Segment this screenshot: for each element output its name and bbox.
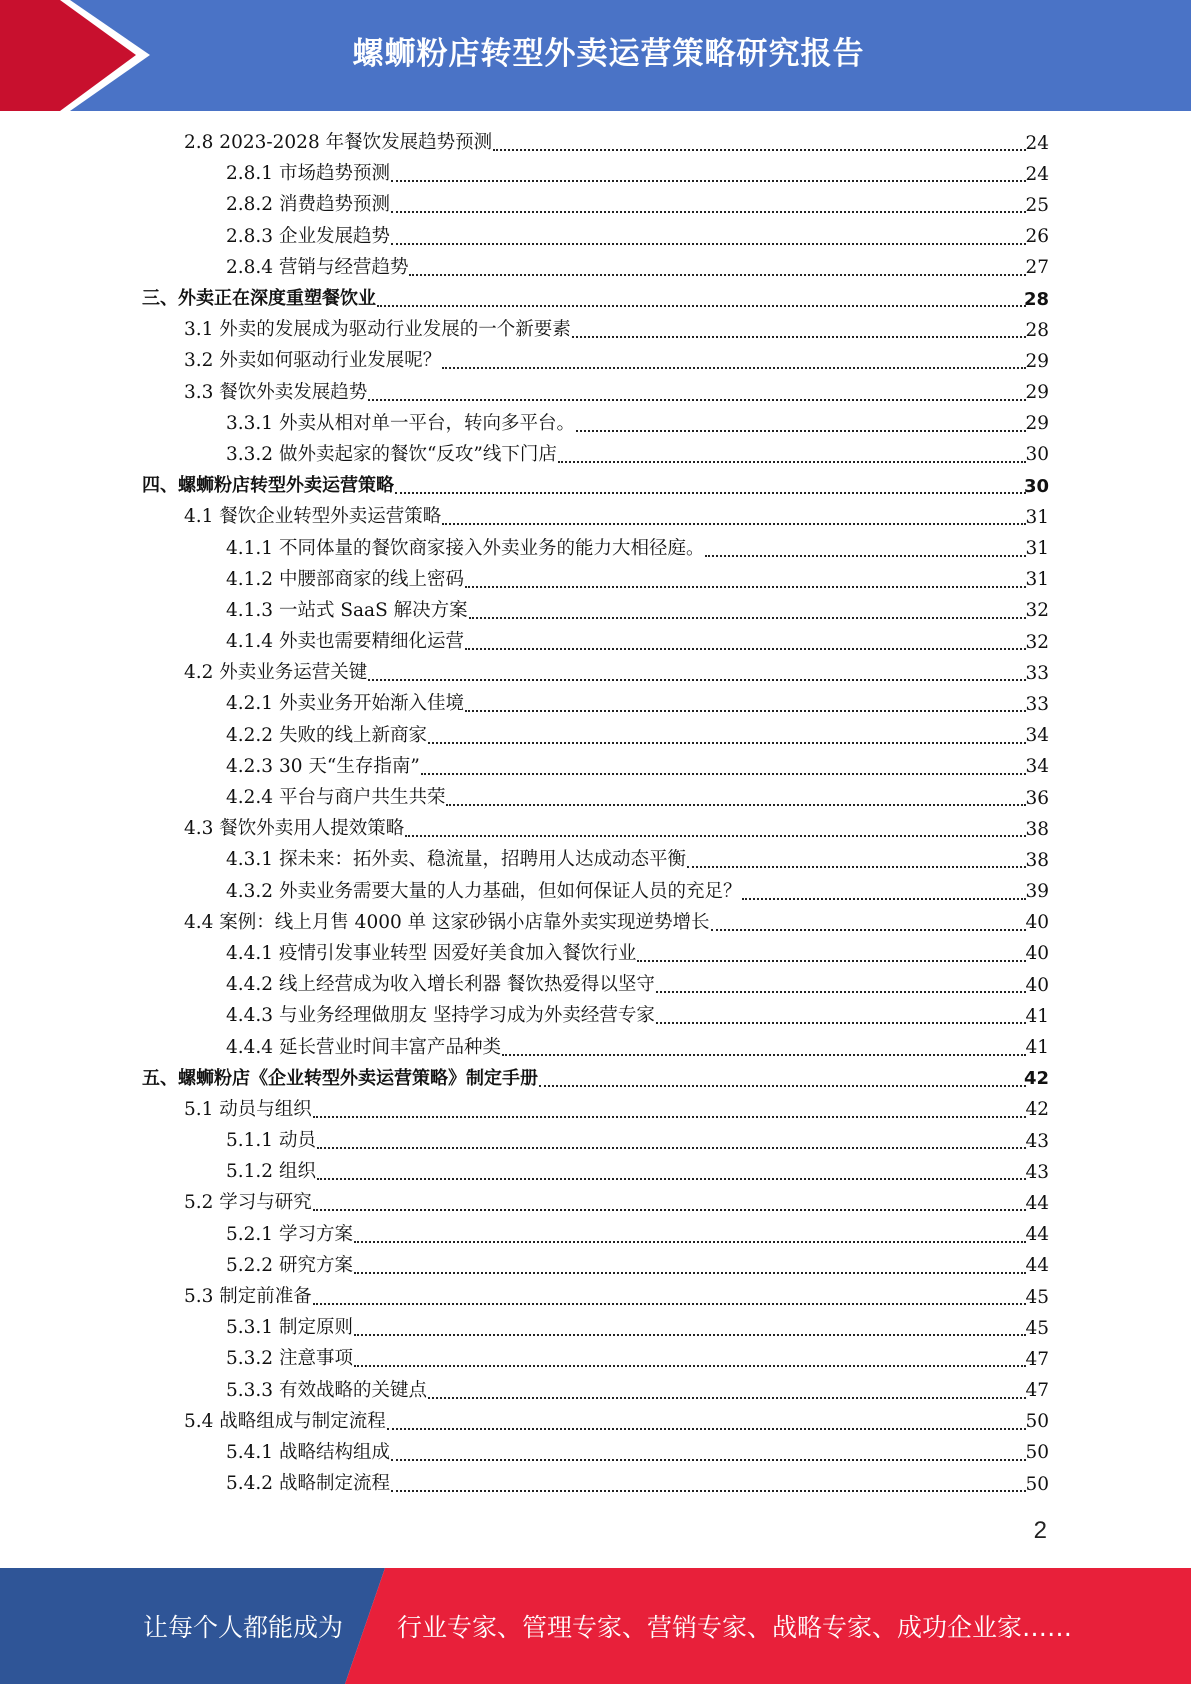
toc-entry-title: 3.3 餐饮外卖发展趋势 [184,381,368,403]
toc-dot-leader [502,1053,1026,1056]
toc-entry-title: 5.3.3 有效战略的关键点 [226,1379,427,1401]
toc-dot-leader [469,616,1026,619]
toc-dot-leader [442,366,1026,369]
toc-dot-leader [391,179,1026,182]
toc-dot-leader [368,398,1026,401]
toc-entry-page: 47 [1025,1348,1049,1370]
toc-entry-page: 45 [1025,1317,1049,1339]
toc-entry[interactable] [0,657,1191,688]
table-of-contents [0,127,1191,1499]
toc-entry-page: 32 [1025,631,1049,653]
toc-dot-leader [465,647,1026,650]
toc-entry-page: 40 [1025,943,1049,965]
toc-entry-page: 40 [1025,974,1049,996]
toc-entry[interactable] [0,470,1191,501]
toc-entry-title: 2.8.2 消费趋势预测 [226,194,390,216]
toc-entry[interactable] [0,907,1191,938]
toc-entry[interactable] [0,377,1191,408]
toc-entry-title: 4.1 餐饮企业转型外卖运营策略 [184,506,442,528]
toc-entry[interactable] [0,127,1191,158]
toc-dot-leader [391,1458,1026,1461]
toc-entry-page: 41 [1025,1037,1049,1059]
toc-entry[interactable] [0,158,1191,189]
toc-dot-leader [354,1364,1026,1367]
toc-entry[interactable] [0,189,1191,220]
toc-entry-page: 42 [1023,1068,1049,1090]
toc-dot-leader [742,897,1026,900]
toc-entry-page: 33 [1025,662,1049,684]
toc-dot-leader [387,1427,1026,1430]
page-footer [0,1568,1191,1684]
toc-entry-page: 38 [1025,818,1049,840]
toc-entry-page: 44 [1025,1255,1049,1277]
toc-entry-page: 42 [1025,1099,1049,1121]
toc-entry-page: 41 [1025,1005,1049,1027]
toc-dot-leader [354,1240,1026,1243]
toc-entry-page: 47 [1025,1380,1049,1402]
toc-entry-page: 50 [1025,1442,1049,1464]
toc-dot-leader [558,460,1026,463]
toc-entry-page: 31 [1025,506,1049,528]
toc-dot-leader [465,709,1026,712]
toc-entry-title: 2.8.1 市场趋势预测 [226,163,390,185]
toc-entry-page: 36 [1025,787,1049,809]
toc-entry[interactable] [0,813,1191,844]
toc-dot-leader [391,210,1026,213]
toc-entry-title: 4.4.4 延长营业时间丰富产品种类 [226,1036,501,1058]
toc-dot-leader [656,1021,1026,1024]
toc-dot-leader [317,1177,1026,1180]
toc-dot-leader [572,335,1026,338]
toc-entry-title: 5.4.1 战略结构组成 [226,1441,390,1463]
toc-dot-leader [395,491,1026,494]
toc-entry-title: 5.1 动员与组织 [184,1098,312,1120]
toc-dot-leader [687,865,1026,868]
toc-entry[interactable] [0,1312,1191,1343]
toc-entry-title: 5.1.1 动员 [226,1130,316,1152]
toc-entry-title: 3.2 外卖如何驱动行业发展呢？ [184,350,442,372]
toc-entry-title: 4.4.3 与业务经理做朋友 坚持学习成为外卖经营专家 [226,1005,655,1027]
toc-dot-leader [539,1084,1026,1087]
toc-entry-title: 4.2.1 外卖业务开始渐入佳境 [226,693,464,715]
toc-entry-title: 4.1.3 一站式 SaaS 解决方案 [226,599,468,621]
toc-dot-leader [428,741,1026,744]
toc-entry[interactable] [0,532,1191,563]
toc-entry-title: 5.3.1 制定原则 [226,1317,353,1339]
toc-entry[interactable] [0,408,1191,439]
toc-dot-leader [409,273,1026,276]
toc-entry-page: 25 [1025,194,1049,216]
toc-entry[interactable] [0,345,1191,376]
toc-entry-page: 31 [1025,569,1049,591]
toc-entry-title: 5.1.2 组织 [226,1161,316,1183]
toc-entry-page: 43 [1025,1130,1049,1152]
footer-slogan-left: 让每个人都能成为 [143,1613,344,1642]
toc-entry-title: 5.2.1 学习方案 [226,1223,353,1245]
toc-entry-page: 30 [1025,444,1049,466]
toc-entry-page: 31 [1025,538,1049,560]
toc-entry-title: 5.2.2 研究方案 [226,1254,353,1276]
toc-entry-page: 29 [1025,413,1049,435]
toc-entry-page: 45 [1025,1286,1049,1308]
toc-dot-leader [313,1115,1026,1118]
toc-dot-leader [442,522,1026,525]
toc-entry[interactable] [0,844,1191,875]
toc-dot-leader [391,242,1026,245]
toc-dot-leader [493,148,1026,151]
toc-entry-title: 4.2.2 失败的线上新商家 [226,724,427,746]
toc-entry[interactable] [0,1468,1191,1499]
page-header [0,0,1191,111]
toc-entry-title: 4.4 案例：线上月售 4000 单 这家砂锅小店靠外卖实现逆势增长 [184,911,710,933]
toc-entry[interactable] [0,1187,1191,1218]
toc-dot-leader [428,1396,1026,1399]
toc-entry[interactable] [0,751,1191,782]
toc-entry-title: 2.8.4 营销与经营趋势 [226,256,409,278]
toc-entry-page: 34 [1025,725,1049,747]
toc-entry[interactable] [0,782,1191,813]
toc-entry-title: 4.1.2 中腰部商家的线上密码 [226,568,464,590]
toc-entry-page: 34 [1025,756,1049,778]
toc-entry-title: 5.2 学习与研究 [184,1192,312,1214]
toc-entry-page: 50 [1025,1411,1049,1433]
toc-entry[interactable] [0,626,1191,657]
toc-entry-page: 30 [1023,475,1049,497]
toc-entry[interactable] [0,1125,1191,1156]
toc-entry[interactable] [0,1219,1191,1250]
toc-entry-title: 4.1.1 不同体量的餐饮商家接入外卖业务的能力大相径庭。 [226,537,705,559]
toc-entry-page: 28 [1025,319,1049,341]
toc-entry-page: 27 [1025,257,1049,279]
toc-dot-leader [421,772,1026,775]
page-number: 2 [1033,1517,1047,1544]
toc-entry-title: 3.1 外卖的发展成为驱动行业发展的一个新要素 [184,319,571,341]
toc-entry-page: 33 [1025,693,1049,715]
toc-entry[interactable] [0,1406,1191,1437]
toc-entry[interactable] [0,1000,1191,1031]
toc-entry-page: 39 [1025,881,1049,903]
toc-entry-title: 4.2 外卖业务运营关键 [184,662,368,684]
toc-entry-title: 2.8.3 企业发展趋势 [226,225,390,247]
toc-dot-leader [354,1333,1026,1336]
toc-entry[interactable] [0,283,1191,314]
toc-entry-title: 4.3.1 探未来：拓外卖、稳流量，招聘用人达成动态平衡 [226,849,686,871]
toc-dot-leader [354,1271,1026,1274]
toc-dot-leader [576,429,1026,432]
toc-entry-page: 28 [1023,288,1049,310]
toc-entry[interactable] [0,969,1191,1000]
toc-entry-title: 五、螺蛳粉店《企业转型外卖运营策略》制定手册 [142,1067,538,1089]
toc-entry-title: 3.3.2 做外卖起家的餐饮“反攻”线下门店 [226,443,557,465]
document-title: 螺蛳粉店转型外卖运营策略研究报告 [352,35,865,72]
toc-entry-page: 40 [1025,912,1049,934]
toc-dot-leader [313,1302,1026,1305]
toc-entry[interactable] [0,1281,1191,1312]
toc-dot-leader [377,304,1026,307]
toc-entry-page: 29 [1025,350,1049,372]
toc-dot-leader [656,990,1026,993]
toc-entry-page: 50 [1025,1473,1049,1495]
toc-entry-page: 44 [1025,1192,1049,1214]
toc-entry[interactable] [0,595,1191,626]
toc-dot-leader [313,1208,1026,1211]
toc-dot-leader [465,585,1026,588]
toc-dot-leader [391,1489,1026,1492]
toc-entry-page: 24 [1025,163,1049,185]
toc-entry-page: 43 [1025,1161,1049,1183]
toc-entry-title: 4.1.4 外卖也需要精细化运营 [226,631,464,653]
toc-entry[interactable] [0,1343,1191,1374]
toc-entry[interactable] [0,439,1191,470]
toc-entry[interactable] [0,876,1191,907]
toc-entry-title: 三、外卖正在深度重塑餐饮业 [142,288,376,310]
toc-dot-leader [405,834,1026,837]
toc-entry-title: 3.3.1 外卖从相对单一平台，转向多平台。 [226,412,575,434]
toc-entry-title: 2.8 2023-2028 年餐饮发展趋势预测 [184,132,493,154]
footer-slogan-right: 行业专家、管理专家、营销专家、战略专家、成功企业家…… [397,1613,1073,1642]
toc-entry-title: 5.4.2 战略制定流程 [226,1473,390,1495]
toc-entry-title: 4.4.2 线上经营成为收入增长利器 餐饮热爱得以坚守 [226,974,655,996]
toc-entry[interactable] [0,501,1191,532]
toc-dot-leader [317,1146,1026,1149]
toc-entry-page: 44 [1025,1224,1049,1246]
toc-entry[interactable] [0,221,1191,252]
toc-entry-title: 5.3 制定前准备 [184,1286,312,1308]
toc-entry-title: 4.4.1 疫情引发事业转型 因爱好美食加入餐饮行业 [226,942,637,964]
toc-dot-leader [368,678,1026,681]
toc-dot-leader [711,928,1026,931]
toc-entry[interactable] [0,720,1191,751]
toc-entry[interactable] [0,564,1191,595]
toc-entry[interactable] [0,1063,1191,1094]
toc-entry-page: 29 [1025,382,1049,404]
toc-entry-page: 32 [1025,600,1049,622]
toc-dot-leader [446,803,1026,806]
toc-entry-title: 4.2.3 30 天“生存指南” [226,755,420,777]
toc-entry-title: 四、螺蛳粉店转型外卖运营策略 [142,475,394,497]
toc-entry[interactable] [0,1250,1191,1281]
toc-entry[interactable] [0,1031,1191,1062]
toc-entry-page: 24 [1025,132,1049,154]
toc-entry-page: 38 [1025,849,1049,871]
toc-entry-title: 5.4 战略组成与制定流程 [184,1410,386,1432]
toc-entry-title: 4.3 餐饮外卖用人提效策略 [184,818,405,840]
toc-entry-page: 26 [1025,226,1049,248]
toc-entry-title: 5.3.2 注意事项 [226,1348,353,1370]
toc-entry[interactable] [0,938,1191,969]
toc-entry[interactable] [0,1094,1191,1125]
toc-dot-leader [637,959,1026,962]
toc-entry[interactable] [0,1156,1191,1187]
toc-entry[interactable] [0,252,1191,283]
toc-entry[interactable] [0,1437,1191,1468]
toc-dot-leader [705,554,1026,557]
toc-entry-title: 4.2.4 平台与商户共生共荣 [226,787,446,809]
toc-entry-title: 4.3.2 外卖业务需要大量的人力基础，但如何保证人员的充足？ [226,880,742,902]
toc-entry[interactable] [0,314,1191,345]
toc-entry[interactable] [0,688,1191,719]
toc-entry[interactable] [0,1375,1191,1406]
